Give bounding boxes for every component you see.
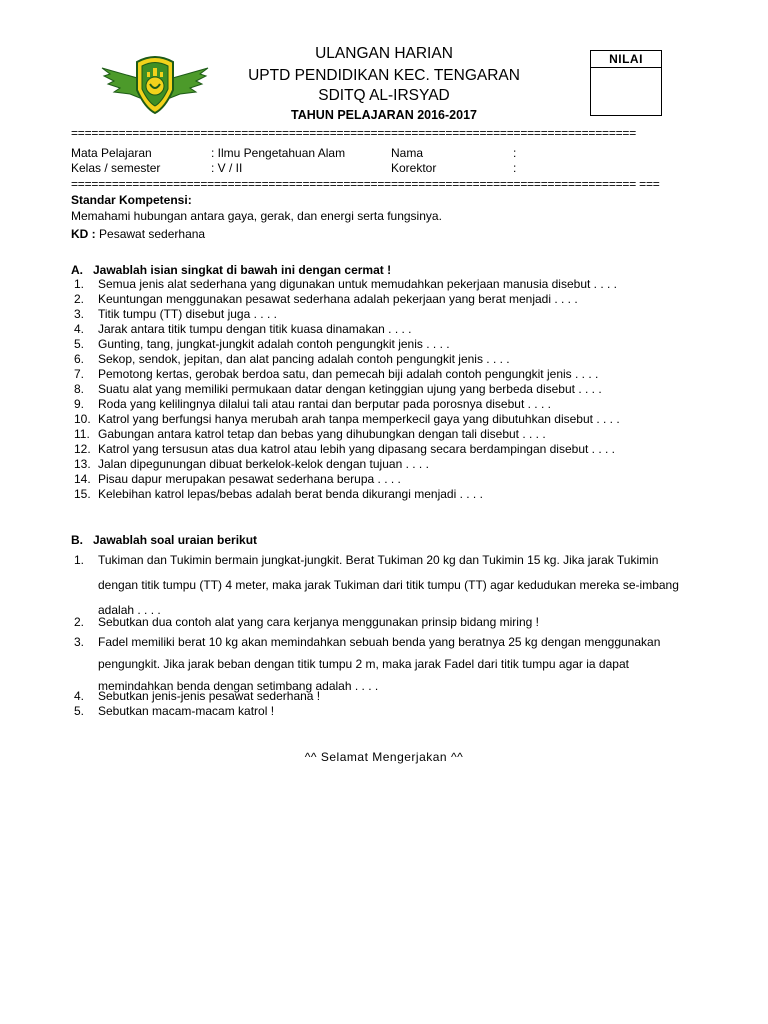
question-text: Titik tumpu (TT) disebut juga . . . . — [98, 307, 277, 321]
question-number: 6. — [74, 352, 85, 366]
section-b-label: B. — [71, 533, 83, 547]
score-box — [590, 50, 662, 116]
section-b-list — [74, 548, 698, 719]
question-number: 12. — [74, 442, 91, 456]
closing-message: ^^ Selamat Mengerjakan ^^ — [304, 750, 464, 764]
question-number: 11. — [74, 427, 90, 441]
question-text: Katrol yang tersusun atas dua katrol atau lebih yang dipasang secara berdampingan disebut . . . . — [98, 442, 615, 456]
question-number: 7. — [74, 367, 85, 381]
question-text: Keuntungan menggunakan pesawat sederhana adalah pekerjaan yang berat menjadi . . . . — [98, 292, 578, 306]
question-number: 3. — [74, 307, 85, 321]
question-text: Sebutkan jenis-jenis pesawat sederhana ! — [98, 689, 321, 703]
question-item — [74, 307, 620, 322]
question-item — [74, 352, 620, 367]
subject-label: Mata Pelajaran — [71, 146, 152, 160]
question-item — [74, 337, 620, 352]
name-value: : — [513, 146, 517, 160]
question-text: Gabungan antara katrol tetap dan bebas yang dihubungkan dengan tali disebut . . . . — [98, 427, 546, 441]
question-number: 5. — [74, 704, 85, 718]
question-number: 4. — [74, 322, 85, 336]
question-text: Suatu alat yang memiliki permukaan datar dengan ketinggian ujung yang berbeda disebut . . . . — [98, 382, 602, 396]
question-text: Roda yang kelilingnya dilalui tali atau rantai dan berputar pada porosnya disebut . . . . — [98, 397, 551, 411]
section-a-title — [71, 263, 391, 277]
question-text: Kelebihan katrol lepas/bebas adalah berat benda dikurangi menjadi . . . . — [98, 487, 483, 501]
question-number: 9. — [74, 397, 85, 411]
section-b-title — [71, 533, 257, 547]
section-b-heading: Jawablah soal uraian berikut — [93, 533, 258, 547]
question-text: Jalan dipegunungan dibuat berkelok-kelok dengan tujuan . . . . — [98, 457, 429, 471]
question-item — [74, 442, 620, 457]
question-item — [74, 427, 620, 442]
question-number: 13. — [74, 457, 91, 471]
question-number: 4. — [74, 689, 85, 703]
question-text: Pemotong kertas, gerobak berdoa satu, dan pemecah biji adalah contoh pengungkit jenis . . . . — [98, 367, 599, 381]
question-text: Tukiman dan Tukimin bermain jungkat-jungkit. Berat Tukiman 20 kg dan Tukimin 15 kg. Jika jarak Tukimin dengan titik tumpu (TT) 4 meter, maka jarak Tukiman dari titik tumpu (TT) agar kedudukan mereka se-imbang adalah . . . . — [98, 553, 679, 617]
section-a-list — [74, 277, 620, 502]
question-text: Semua jenis alat sederhana yang digunakan untuk memudahkan pekerjaan manusia disebut . . . . — [98, 277, 617, 291]
question-text: Sekop, sendok, jepitan, dan alat pancing adalah contoh pengungkit jenis . . . . — [98, 352, 510, 366]
score-label: NILAI — [591, 51, 661, 68]
corrector-value: : — [513, 161, 517, 175]
question-text: Sebutkan macam-macam katrol ! — [98, 704, 275, 718]
question-text: Pisau dapur merupakan pesawat sederhana berupa . . . . — [98, 472, 401, 486]
question-number: 14. — [74, 472, 91, 486]
question-number: 8. — [74, 382, 85, 396]
question-text: Gunting, tang, jungkat-jungkit adalah contoh pengungkit jenis . . . . — [98, 337, 450, 351]
corrector-label: Korektor — [391, 161, 437, 175]
class-label: Kelas / semester — [71, 161, 161, 175]
question-text: Sebutkan dua contoh alat yang cara kerjanya menggunakan prinsip bidang miring ! — [98, 615, 539, 629]
header-institution: UPTD PENDIDIKAN KEC. TENGARAN — [248, 67, 520, 84]
question-item — [74, 412, 620, 427]
question-item — [74, 292, 620, 307]
question-item — [74, 397, 620, 412]
question-number: 5. — [74, 337, 85, 351]
question-item — [74, 548, 698, 615]
basic-competency — [71, 227, 205, 242]
question-text: Katrol yang berfungsi hanya merubah arah tanpa memperkecil gaya yang dibutuhkan disebut . . . . — [98, 412, 620, 426]
section-a-heading: Jawablah isian singkat di bawah ini dengan cermat ! — [93, 263, 392, 277]
question-number: 1. — [74, 553, 85, 567]
question-text: Jarak antara titik tumpu dengan titik kuasa dinamakan . . . . — [98, 322, 412, 336]
competency-title: Standar Kompetensi: — [71, 193, 192, 207]
name-label: Nama — [391, 146, 424, 160]
question-item — [74, 689, 698, 704]
question-item — [74, 631, 698, 693]
divider-bottom: =================================================================================== === — [71, 177, 660, 191]
question-number: 2. — [74, 292, 85, 306]
question-item — [74, 277, 620, 292]
subject-value: : Ilmu Pengetahuan Alam — [211, 146, 346, 160]
question-item — [74, 382, 620, 397]
question-item — [74, 367, 620, 382]
question-item — [74, 322, 620, 337]
question-item — [74, 487, 620, 502]
question-item — [74, 704, 698, 719]
question-number: 2. — [74, 615, 85, 629]
kd-label: KD : — [71, 227, 96, 241]
question-item — [74, 615, 698, 631]
question-number: 15. — [74, 487, 91, 501]
competency-text: Memahami hubungan antara gaya, gerak, dan energi serta fungsinya. — [71, 209, 442, 223]
section-a-label: A. — [71, 263, 83, 277]
class-value: : V / II — [211, 161, 243, 175]
question-item — [74, 472, 620, 487]
kd-text: Pesawat sederhana — [99, 227, 206, 241]
question-number: 1. — [74, 277, 85, 291]
header-title: ULANGAN HARIAN — [315, 45, 453, 62]
question-number: 3. — [74, 635, 85, 649]
question-text: Fadel memiliki berat 10 kg akan memindahkan sebuah benda yang beratnya 25 kg dengan menggunakan pengungkit. Jika jarak beban dengan titik tumpu 2 m, maka jarak Fadel dari titik tumpu agar ia dapat memindahkan benda dengan setimbang adalah . . . . — [98, 635, 661, 693]
header-year: TAHUN PELAJARAN 2016-2017 — [291, 108, 477, 122]
question-item — [74, 457, 620, 472]
header-school: SDITQ AL-IRSYAD — [318, 87, 450, 104]
question-number: 10. — [74, 412, 91, 426]
divider-top: =================================================================================== — [71, 126, 637, 140]
